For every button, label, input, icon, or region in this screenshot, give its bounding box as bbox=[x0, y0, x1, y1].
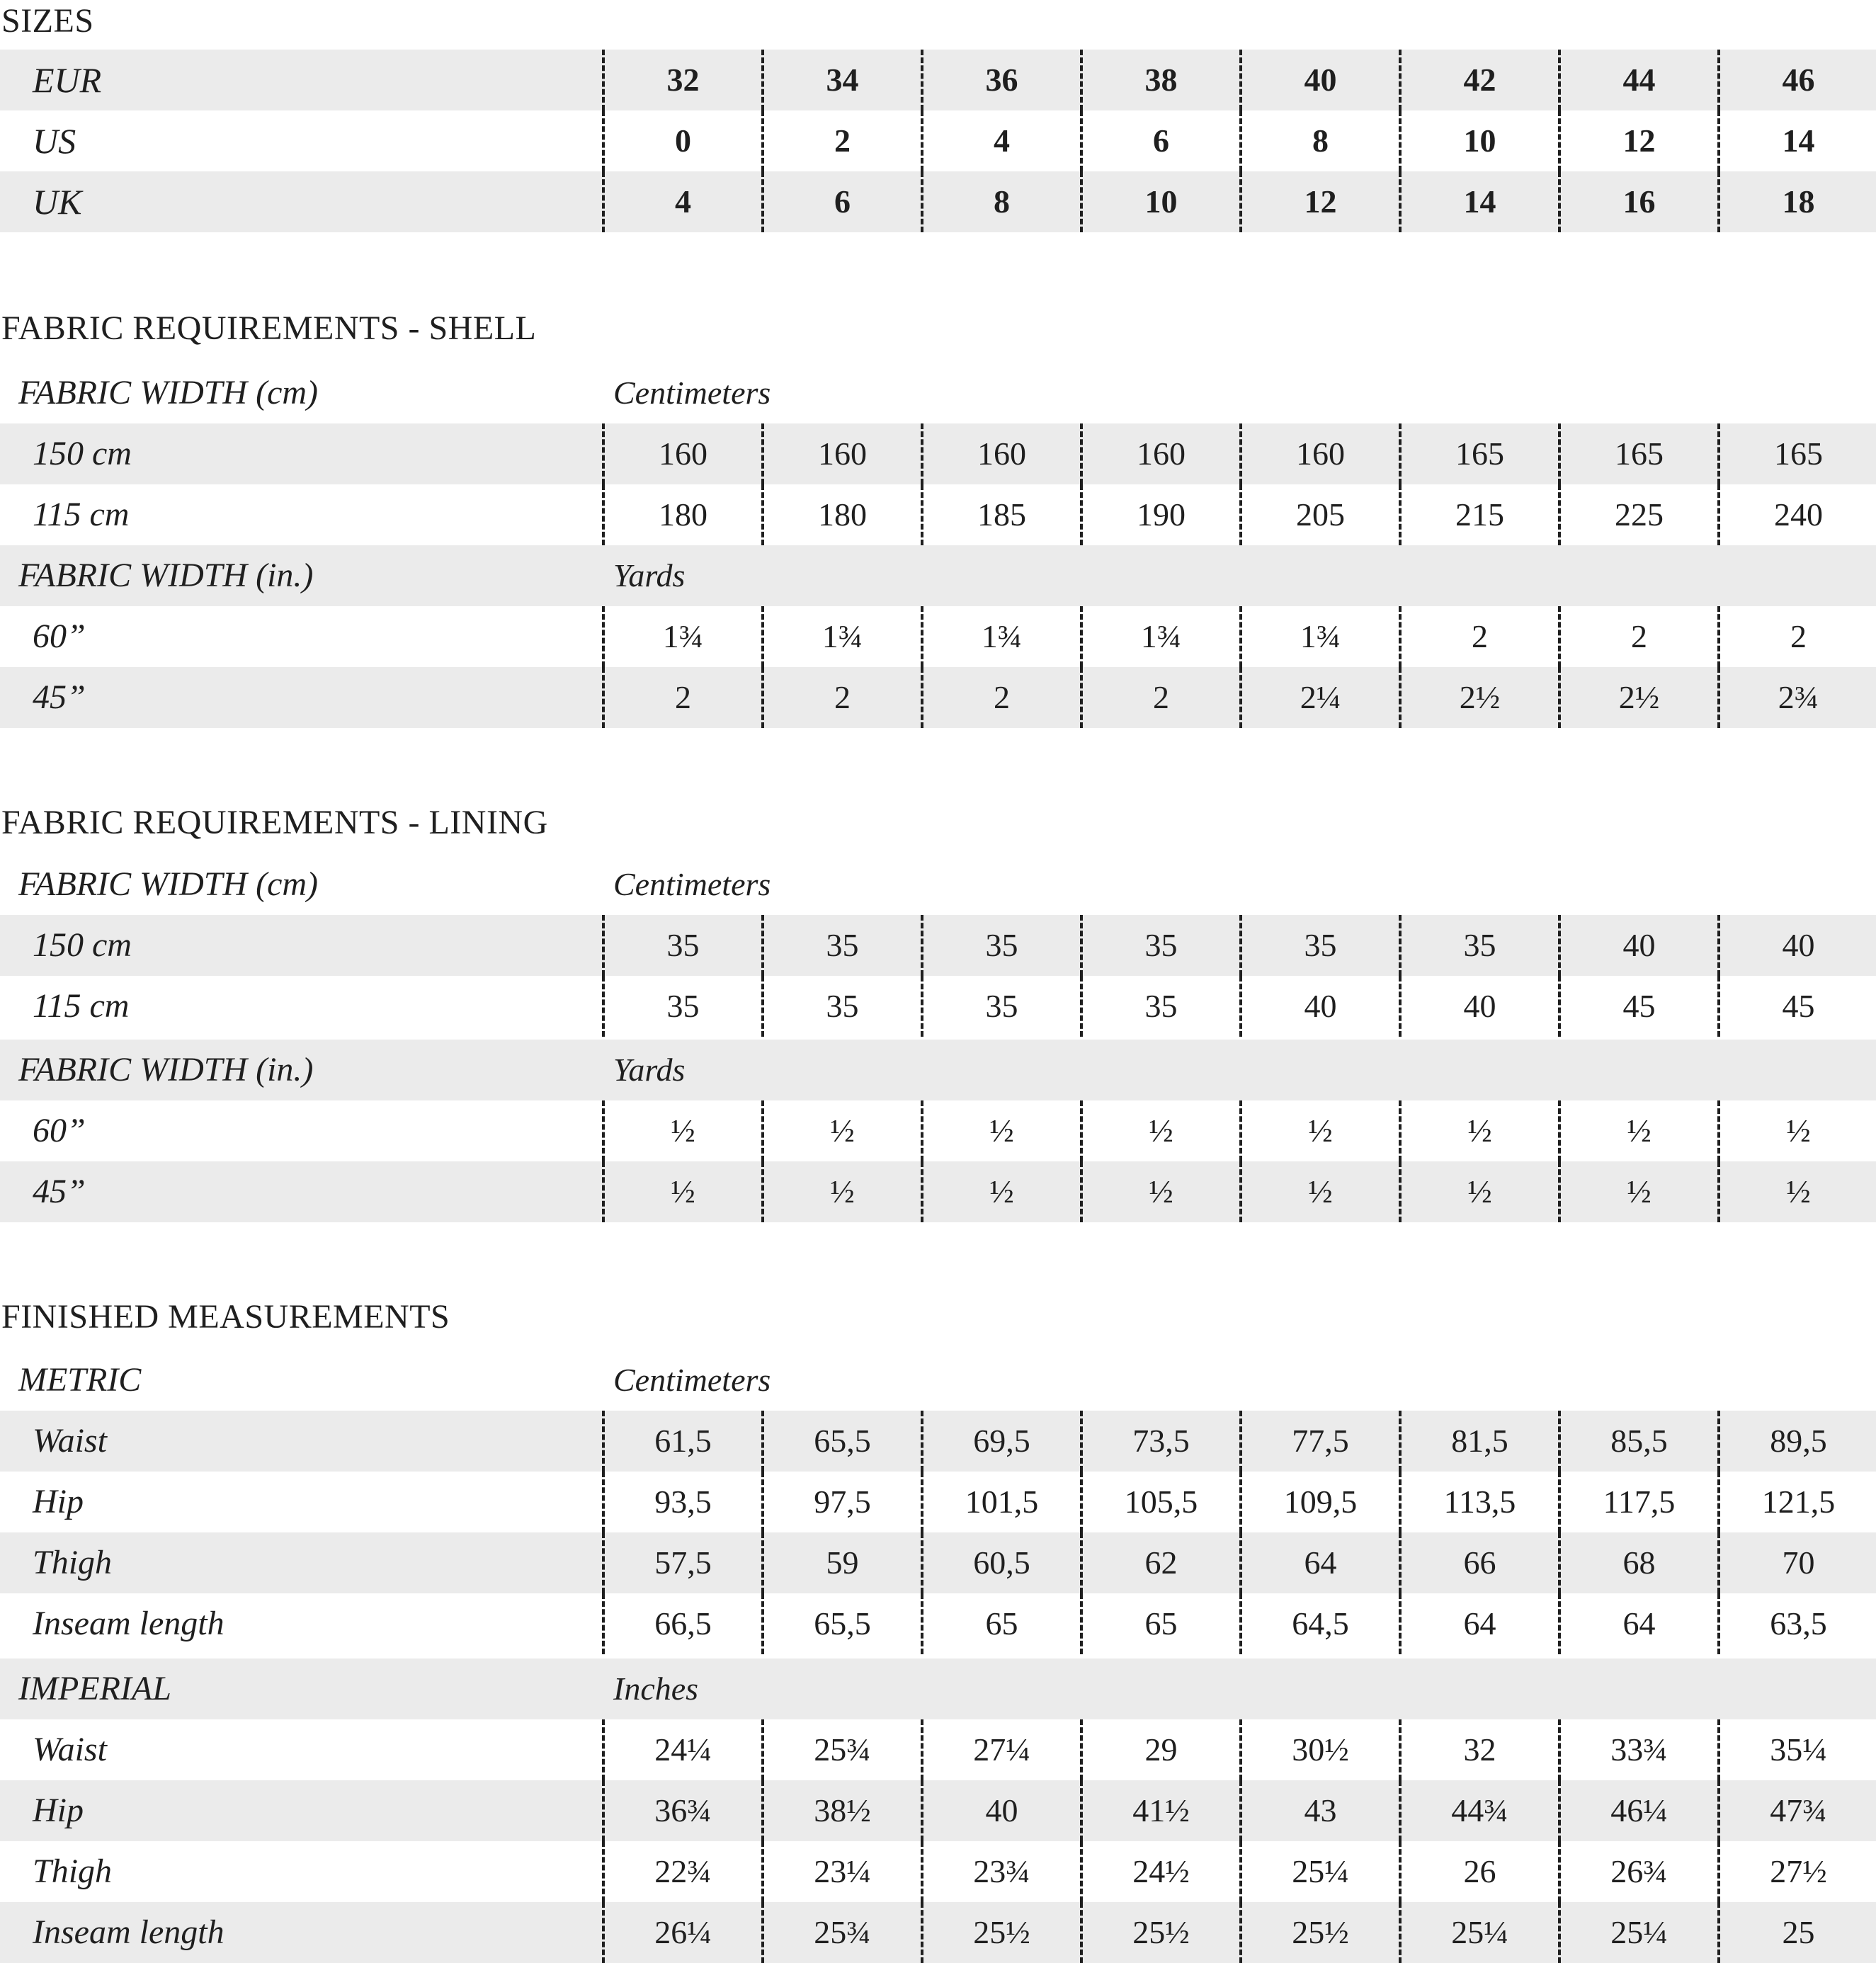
row-label: Waist bbox=[33, 1422, 107, 1460]
table-cell: 35¼ bbox=[1717, 1719, 1876, 1780]
table-cell: 97,5 bbox=[761, 1472, 921, 1532]
row-label: Waist bbox=[33, 1731, 107, 1768]
unit-label: Centimeters bbox=[613, 866, 771, 902]
table-cell: 65 bbox=[921, 1593, 1080, 1654]
table-row bbox=[0, 667, 1876, 728]
table-cell: 190 bbox=[1080, 484, 1239, 545]
table-cell: ½ bbox=[602, 1161, 761, 1222]
table-cell: 33¾ bbox=[1558, 1719, 1717, 1780]
row-label: 150 cm bbox=[33, 435, 132, 472]
table-cell: 70 bbox=[1717, 1532, 1876, 1593]
table-cell: 22¾ bbox=[602, 1841, 761, 1902]
table-cell: ½ bbox=[1558, 1161, 1717, 1222]
table-cell: 38 bbox=[1080, 50, 1239, 110]
table-cell: 64 bbox=[1558, 1593, 1717, 1654]
table-row bbox=[0, 423, 1876, 484]
table-cell: 30½ bbox=[1239, 1719, 1399, 1780]
table-cell: 2¼ bbox=[1239, 667, 1399, 728]
table-cell: ½ bbox=[1399, 1161, 1558, 1222]
table-cell: 36 bbox=[921, 50, 1080, 110]
table-cell: 63,5 bbox=[1717, 1593, 1876, 1654]
row-label: Inseam length bbox=[33, 1913, 224, 1951]
table-cell: 46 bbox=[1717, 50, 1876, 110]
table-cell: 43 bbox=[1239, 1780, 1399, 1841]
table-cell: 25¾ bbox=[761, 1902, 921, 1963]
table-cell: 25¼ bbox=[1239, 1841, 1399, 1902]
table-cell: 12 bbox=[1558, 110, 1717, 171]
subheader-label: FABRIC WIDTH (in.) bbox=[18, 1051, 314, 1088]
row-label: 150 cm bbox=[33, 926, 132, 964]
table-cell: 25¼ bbox=[1558, 1902, 1717, 1963]
table-cell: 25½ bbox=[1080, 1902, 1239, 1963]
table-cell: 2 bbox=[761, 667, 921, 728]
table-cell: 59 bbox=[761, 1532, 921, 1593]
table-cell: ½ bbox=[921, 1161, 1080, 1222]
table-cell: 240 bbox=[1717, 484, 1876, 545]
table-cell: 66,5 bbox=[602, 1593, 761, 1654]
table-cell: 10 bbox=[1080, 171, 1239, 232]
table-cell: 1¾ bbox=[1239, 606, 1399, 667]
section-title-lining: FABRIC REQUIREMENTS - LINING bbox=[1, 804, 548, 841]
subheader-row bbox=[0, 545, 1876, 606]
table-cell: 205 bbox=[1239, 484, 1399, 545]
table-cell: 1¾ bbox=[1080, 606, 1239, 667]
subheader-label: FABRIC WIDTH (cm) bbox=[18, 374, 319, 411]
table-cell: 16 bbox=[1558, 171, 1717, 232]
table-cell: 25½ bbox=[921, 1902, 1080, 1963]
table-cell: 23¾ bbox=[921, 1841, 1080, 1902]
table-cell: ½ bbox=[1399, 1100, 1558, 1161]
table-cell: 117,5 bbox=[1558, 1472, 1717, 1532]
table-cell: 121,5 bbox=[1717, 1472, 1876, 1532]
table-cell: 65,5 bbox=[761, 1593, 921, 1654]
unit-label: Centimeters bbox=[613, 375, 771, 411]
table-cell: ½ bbox=[1239, 1100, 1399, 1161]
row-label: 115 cm bbox=[33, 987, 130, 1025]
table-cell: 73,5 bbox=[1080, 1411, 1239, 1472]
table-cell: 61,5 bbox=[602, 1411, 761, 1472]
row-label: UK bbox=[33, 182, 82, 222]
table-row bbox=[0, 1472, 1876, 1532]
table-cell: 40 bbox=[921, 1780, 1080, 1841]
table-row bbox=[0, 50, 1876, 110]
table-cell: 2 bbox=[1399, 606, 1558, 667]
table-row bbox=[0, 1841, 1876, 1902]
table-cell: 44 bbox=[1558, 50, 1717, 110]
section-title-finished: FINISHED MEASUREMENTS bbox=[1, 1298, 450, 1336]
row-label: 45” bbox=[33, 678, 86, 716]
table-cell: 26¼ bbox=[602, 1902, 761, 1963]
table-cell: 215 bbox=[1399, 484, 1558, 545]
table-cell: 1¾ bbox=[602, 606, 761, 667]
section-title-sizes: SIZES bbox=[1, 2, 94, 40]
table-cell: 93,5 bbox=[602, 1472, 761, 1532]
subheader-row bbox=[0, 1658, 1876, 1719]
table-cell: ½ bbox=[1717, 1161, 1876, 1222]
table-cell: 35 bbox=[602, 976, 761, 1037]
row-label: 45” bbox=[33, 1173, 86, 1210]
table-cell: 35 bbox=[1399, 915, 1558, 976]
table-cell: 2½ bbox=[1558, 667, 1717, 728]
table-cell: 225 bbox=[1558, 484, 1717, 545]
table-cell: 2½ bbox=[1399, 667, 1558, 728]
table-row bbox=[0, 110, 1876, 171]
table-cell: 35 bbox=[602, 915, 761, 976]
table-cell: 12 bbox=[1239, 171, 1399, 232]
table-row bbox=[0, 915, 1876, 976]
table-cell: 6 bbox=[761, 171, 921, 232]
table-row bbox=[0, 1719, 1876, 1780]
table-cell: 35 bbox=[1080, 976, 1239, 1037]
table-cell: 6 bbox=[1080, 110, 1239, 171]
table-cell: 25½ bbox=[1239, 1902, 1399, 1963]
table-cell: 24½ bbox=[1080, 1841, 1239, 1902]
subheader-label: IMPERIAL bbox=[18, 1670, 171, 1707]
unit-label: Centimeters bbox=[613, 1362, 771, 1398]
subheader-label: FABRIC WIDTH (cm) bbox=[18, 865, 319, 903]
table-row bbox=[0, 976, 1876, 1037]
table-cell: 81,5 bbox=[1399, 1411, 1558, 1472]
table-cell: ½ bbox=[1080, 1100, 1239, 1161]
table-cell: 185 bbox=[921, 484, 1080, 545]
section-title-shell: FABRIC REQUIREMENTS - SHELL bbox=[1, 309, 537, 347]
table-cell: 66 bbox=[1399, 1532, 1558, 1593]
table-row bbox=[0, 484, 1876, 545]
table-cell: 27¼ bbox=[921, 1719, 1080, 1780]
table-cell: 165 bbox=[1399, 423, 1558, 484]
subheader-row bbox=[0, 363, 1876, 423]
table-cell: 65,5 bbox=[761, 1411, 921, 1472]
table-cell: 101,5 bbox=[921, 1472, 1080, 1532]
table-cell: 4 bbox=[921, 110, 1080, 171]
table-cell: 40 bbox=[1239, 976, 1399, 1037]
table-cell: 38½ bbox=[761, 1780, 921, 1841]
table-row bbox=[0, 1593, 1876, 1654]
table-cell: 165 bbox=[1558, 423, 1717, 484]
table-cell: 18 bbox=[1717, 171, 1876, 232]
table-cell: 180 bbox=[602, 484, 761, 545]
table-cell: 2 bbox=[1558, 606, 1717, 667]
table-cell: 85,5 bbox=[1558, 1411, 1717, 1472]
table-cell: 40 bbox=[1717, 915, 1876, 976]
row-label: Thigh bbox=[33, 1544, 113, 1581]
table-cell: 14 bbox=[1399, 171, 1558, 232]
table-cell: 180 bbox=[761, 484, 921, 545]
row-label: Thigh bbox=[33, 1853, 113, 1890]
table-cell: 35 bbox=[761, 976, 921, 1037]
row-label: EUR bbox=[33, 60, 102, 100]
table-cell: 23¼ bbox=[761, 1841, 921, 1902]
table-cell: 69,5 bbox=[921, 1411, 1080, 1472]
table-cell: 62 bbox=[1080, 1532, 1239, 1593]
table-cell: 2¾ bbox=[1717, 667, 1876, 728]
table-cell: 160 bbox=[761, 423, 921, 484]
table-cell: 57,5 bbox=[602, 1532, 761, 1593]
table-cell: 4 bbox=[602, 171, 761, 232]
row-label: 60” bbox=[33, 1112, 86, 1149]
table-row bbox=[0, 1411, 1876, 1472]
table-cell: ½ bbox=[1717, 1100, 1876, 1161]
table-cell: ½ bbox=[1239, 1161, 1399, 1222]
table-cell: ½ bbox=[602, 1100, 761, 1161]
unit-label: Yards bbox=[613, 557, 686, 593]
table-cell: 165 bbox=[1717, 423, 1876, 484]
table-cell: 42 bbox=[1399, 50, 1558, 110]
table-row bbox=[0, 1902, 1876, 1963]
table-row bbox=[0, 1100, 1876, 1161]
row-label: Hip bbox=[33, 1792, 84, 1829]
subheader-row bbox=[0, 1350, 1876, 1411]
row-label: Inseam length bbox=[33, 1605, 224, 1642]
unit-label: Inches bbox=[613, 1671, 699, 1707]
table-cell: 160 bbox=[1080, 423, 1239, 484]
table-cell: 64 bbox=[1399, 1593, 1558, 1654]
row-label: 115 cm bbox=[33, 496, 130, 533]
table-cell: 14 bbox=[1717, 110, 1876, 171]
table-cell: 65 bbox=[1080, 1593, 1239, 1654]
table-cell: 2 bbox=[1717, 606, 1876, 667]
table-cell: 2 bbox=[761, 110, 921, 171]
table-cell: ½ bbox=[761, 1100, 921, 1161]
table-cell: 2 bbox=[602, 667, 761, 728]
table-cell: ½ bbox=[921, 1100, 1080, 1161]
table-row bbox=[0, 606, 1876, 667]
table-cell: 35 bbox=[921, 976, 1080, 1037]
table-cell: 47¾ bbox=[1717, 1780, 1876, 1841]
table-cell: ½ bbox=[1558, 1100, 1717, 1161]
table-cell: 32 bbox=[602, 50, 761, 110]
table-cell: 27½ bbox=[1717, 1841, 1876, 1902]
subheader-row bbox=[0, 854, 1876, 915]
table-cell: 35 bbox=[1080, 915, 1239, 976]
subheader-row bbox=[0, 1040, 1876, 1100]
table-cell: 113,5 bbox=[1399, 1472, 1558, 1532]
table-row bbox=[0, 1780, 1876, 1841]
table-cell: 1¾ bbox=[761, 606, 921, 667]
table-cell: 35 bbox=[761, 915, 921, 976]
table-cell: 36¾ bbox=[602, 1780, 761, 1841]
table-cell: 40 bbox=[1399, 976, 1558, 1037]
table-cell: 2 bbox=[1080, 667, 1239, 728]
table-cell: 46¼ bbox=[1558, 1780, 1717, 1841]
subheader-label: METRIC bbox=[18, 1361, 142, 1399]
table-cell: 89,5 bbox=[1717, 1411, 1876, 1472]
table-cell: 40 bbox=[1239, 50, 1399, 110]
table-cell: 25 bbox=[1717, 1902, 1876, 1963]
table-cell: 0 bbox=[602, 110, 761, 171]
table-cell: 29 bbox=[1080, 1719, 1239, 1780]
table-cell: 26 bbox=[1399, 1841, 1558, 1902]
table-cell: ½ bbox=[1080, 1161, 1239, 1222]
table-row bbox=[0, 1161, 1876, 1222]
table-cell: 160 bbox=[602, 423, 761, 484]
table-cell: 35 bbox=[921, 915, 1080, 976]
table-cell: 34 bbox=[761, 50, 921, 110]
table-row bbox=[0, 1532, 1876, 1593]
table-cell: 35 bbox=[1239, 915, 1399, 976]
table-cell: 160 bbox=[921, 423, 1080, 484]
table-cell: 10 bbox=[1399, 110, 1558, 171]
row-label: 60” bbox=[33, 618, 86, 655]
table-cell: 44¾ bbox=[1399, 1780, 1558, 1841]
subheader-label: FABRIC WIDTH (in.) bbox=[18, 557, 314, 594]
table-cell: 45 bbox=[1717, 976, 1876, 1037]
table-cell: 1¾ bbox=[921, 606, 1080, 667]
table-cell: 8 bbox=[1239, 110, 1399, 171]
table-cell: 68 bbox=[1558, 1532, 1717, 1593]
table-cell: 41½ bbox=[1080, 1780, 1239, 1841]
table-cell: 64 bbox=[1239, 1532, 1399, 1593]
table-cell: 32 bbox=[1399, 1719, 1558, 1780]
table-cell: 160 bbox=[1239, 423, 1399, 484]
row-label: US bbox=[33, 121, 76, 161]
table-row bbox=[0, 171, 1876, 232]
table-cell: 109,5 bbox=[1239, 1472, 1399, 1532]
unit-label: Yards bbox=[613, 1052, 686, 1088]
table-cell: 25¼ bbox=[1399, 1902, 1558, 1963]
table-cell: 24¼ bbox=[602, 1719, 761, 1780]
table-cell: 45 bbox=[1558, 976, 1717, 1037]
table-cell: 26¾ bbox=[1558, 1841, 1717, 1902]
table-cell: 8 bbox=[921, 171, 1080, 232]
table-cell: ½ bbox=[761, 1161, 921, 1222]
table-cell: 60,5 bbox=[921, 1532, 1080, 1593]
table-cell: 2 bbox=[921, 667, 1080, 728]
table-cell: 77,5 bbox=[1239, 1411, 1399, 1472]
table-cell: 64,5 bbox=[1239, 1593, 1399, 1654]
table-cell: 105,5 bbox=[1080, 1472, 1239, 1532]
table-cell: 40 bbox=[1558, 915, 1717, 976]
table-cell: 25¾ bbox=[761, 1719, 921, 1780]
row-label: Hip bbox=[33, 1483, 84, 1520]
